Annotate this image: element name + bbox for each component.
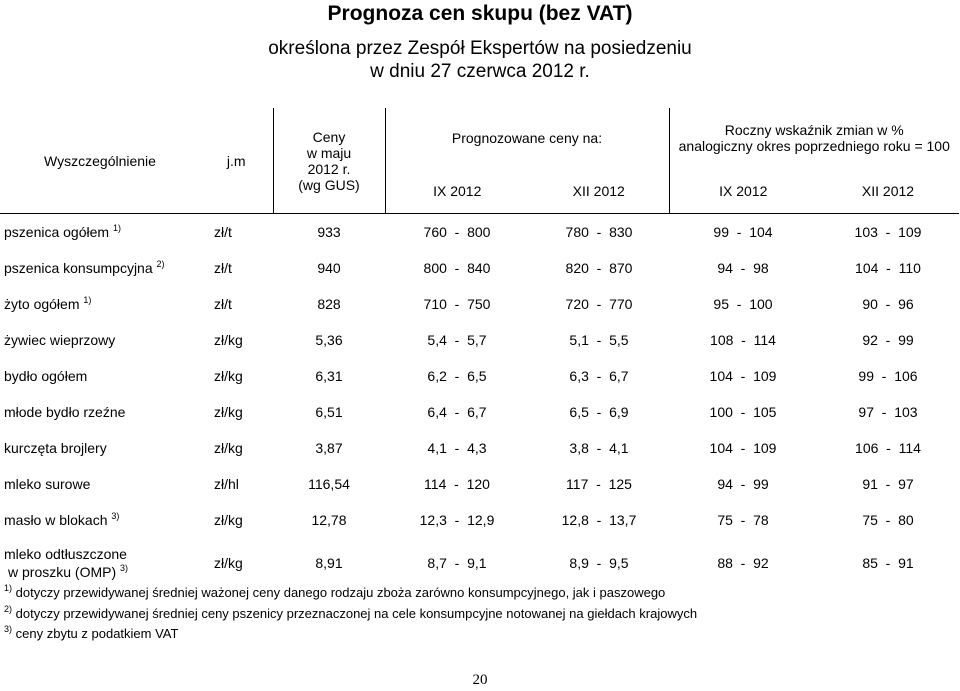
table-row [0,214,959,251]
row-index-xii: 106 - 114 [855,440,921,456]
table-header-row-1 [0,108,959,168]
row-forecast-xii: 8,9 - 9,5 [569,555,629,571]
row-forecast-ix: 710 - 750 [423,296,491,312]
header-period: IX 2012 [385,168,529,214]
header-index-line1: Roczny wskaźnik zmian w % [724,122,904,138]
row-index-xii: 97 - 103 [858,404,918,420]
footnote-3 [4,626,178,641]
footnote-text: dotyczy przewidywanej średniej ważonej ceny danego rodzaju zboża zarówno konsumpcyjnego, jak i paszowego [15,585,666,600]
page-number: 20 [472,672,488,688]
header-price-line: 2012 r. [307,160,351,177]
row-forecast-xii: 720 - 770 [565,296,633,312]
row-forecast-ix: 6,4 - 6,7 [427,404,487,420]
row-index-ix: 99 - 104 [713,224,773,240]
row-unit: zł/t [214,296,232,312]
row-index-ix: 75 - 78 [717,512,769,528]
row-index-xii: 103 - 109 [854,224,922,240]
table-row [0,466,959,502]
row-forecast-xii: 6,5 - 6,9 [569,404,629,420]
footnote-text: dotyczy przewidywanej średniej ceny pszenicy przeznaczonej na cele konsumpcyjne notowanej na giełdach krajowych [15,606,698,621]
row-forecast-xii: 3,8 - 4,1 [569,440,629,456]
table-row [0,358,959,394]
row-forecast-xii: 6,3 - 6,7 [569,368,629,384]
page-subtitle-line2: w dniu 27 czerwca 2012 r. [370,61,590,82]
row-price: 12,78 [311,512,347,528]
row-note: 2) [156,259,165,269]
footnote-1 [4,585,665,600]
row-index-xii: 85 - 91 [862,555,914,571]
row-index-xii: 75 - 80 [862,512,914,528]
table-row [0,322,959,358]
row-forecast-xii: 12,8 - 13,7 [561,512,637,528]
row-index-xii: 99 - 106 [858,368,918,384]
row-name-text: masło w blokach [4,512,108,528]
row-name [0,322,200,358]
row-forecast-ix: 114 - 120 [424,476,490,492]
table-body [0,214,959,589]
row-unit: zł/kg [214,555,243,571]
row-index-ix: 94 - 98 [717,260,769,276]
row-unit: zł/t [214,224,232,240]
page-title: Prognoza cen skupu (bez VAT) [327,2,633,25]
header-forecast-group: Prognozowane ceny na: [385,108,669,168]
row-name-text: mleko odtłuszczone [4,546,127,562]
row-note: 1) [112,223,121,233]
page-subtitle-line1: określona przez Zespół Ekspertów na posiedzeniu [268,38,692,59]
row-unit: zł/kg [214,332,243,348]
header-period: XII 2012 [817,168,959,214]
footnote-mark: 2) [4,604,13,614]
row-price: 5,36 [315,332,343,348]
row-name-text: pszenica ogółem [4,224,110,240]
table-row [0,502,959,538]
row-unit: zł/kg [214,440,243,456]
table-row [0,394,959,430]
row-name-text: bydło ogółem [4,368,88,384]
header-name: Wyszczególnienie [0,108,200,214]
row-index-xii: 90 - 96 [862,296,914,312]
row-name-text: żyto ogółem [4,296,80,312]
footnote-2 [4,606,697,621]
footnote-mark: 1) [4,583,13,593]
row-name [0,430,200,466]
row-forecast-xii: 5,1 - 5,5 [569,332,629,348]
row-name [0,358,200,394]
row-price: 6,51 [315,404,343,420]
header-period: XII 2012 [529,168,669,214]
row-forecast-ix: 760 - 800 [423,224,491,240]
row-price: 933 [317,224,341,240]
row-name [0,214,200,251]
header-price-line: Ceny [312,128,346,145]
row-forecast-ix: 800 - 840 [423,260,491,276]
header-price-line: (wg GUS) [298,176,360,193]
table-row [0,538,959,588]
row-forecast-xii: 117 - 125 [566,476,632,492]
row-name-text: pszenica konsumpcyjna [4,260,153,276]
row-name-text: kurczęta brojlery [4,440,107,456]
row-forecast-xii: 820 - 870 [565,260,633,276]
header-price-may [273,108,385,214]
row-note: 1) [83,295,92,305]
row-name [0,250,200,286]
row-price: 116,54 [308,476,350,492]
header-unit: j.m [200,108,273,214]
row-name-text-2: w proszku (OMP) [8,564,117,580]
row-name-text: żywiec wieprzowy [4,332,116,348]
row-name [0,394,200,430]
row-index-ix: 94 - 99 [717,476,769,492]
row-note: 3) [111,511,120,521]
header-index-group [669,108,959,168]
footnote-text: ceny zbytu z podatkiem VAT [15,626,179,641]
header-period: IX 2012 [669,168,817,214]
row-index-ix: 104 - 109 [709,440,777,456]
price-forecast-table [0,108,959,588]
footnote-mark: 3) [4,624,13,634]
row-forecast-ix: 6,2 - 6,5 [427,368,487,384]
row-forecast-ix: 4,1 - 4,3 [427,440,487,456]
row-name [0,538,200,588]
row-index-ix: 108 - 114 [710,332,776,348]
row-name [0,286,200,322]
row-index-ix: 100 - 105 [709,404,777,420]
row-price: 828 [317,296,341,312]
row-name-text: młode bydło rzeźne [4,404,126,420]
row-index-ix: 104 - 109 [709,368,777,384]
row-unit: zł/kg [214,368,243,384]
row-price: 6,31 [315,368,343,384]
row-unit: zł/kg [214,512,243,528]
row-name [0,466,200,502]
table-row [0,250,959,286]
row-name [0,502,200,538]
row-index-xii: 91 - 97 [862,476,914,492]
row-unit: zł/hl [214,476,239,492]
row-index-ix: 88 - 92 [717,555,769,571]
table-row [0,286,959,322]
row-name-text: mleko surowe [4,476,91,492]
row-price: 940 [317,260,341,276]
header-index-line2: analogiczny okres poprzedniego roku = 100 [678,138,950,154]
row-unit: zł/kg [214,404,243,420]
row-index-ix: 95 - 100 [713,296,773,312]
table-row [0,430,959,466]
header-price-line: w maju [306,144,352,161]
row-index-xii: 104 - 110 [855,260,921,276]
row-forecast-ix: 12,3 - 12,9 [419,512,495,528]
row-forecast-ix: 8,7 - 9,1 [427,555,487,571]
row-forecast-xii: 780 - 830 [565,224,633,240]
row-price: 3,87 [315,440,343,456]
row-index-xii: 92 - 99 [862,332,914,348]
row-forecast-ix: 5,4 - 5,7 [427,332,487,348]
row-price: 8,91 [315,555,343,571]
row-note: 3) [120,563,129,573]
row-unit: zł/t [214,260,232,276]
